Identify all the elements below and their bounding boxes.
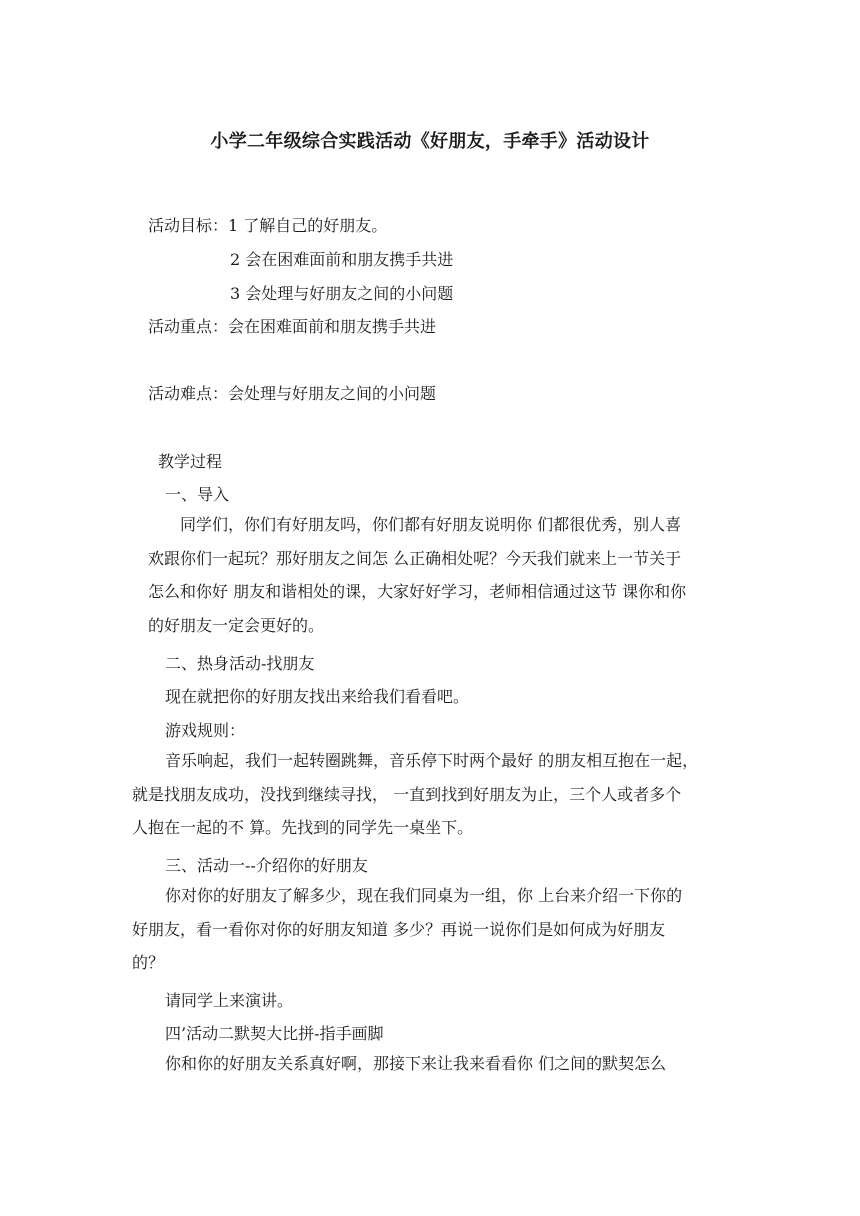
speech-text: 请同学上来演讲。 [165, 991, 294, 1010]
activity-difficulty: 活动难点：会处理与好朋友之间的小问题 [148, 384, 437, 403]
activity-1-line: 的？ [132, 953, 165, 972]
activity-1-paragraph [132, 879, 682, 980]
activity-key-point: 活动重点：会在困难面前和朋友携手共进 [148, 317, 437, 336]
rules-line: 人抱在一起的不 算。先找到的同学先一桌坐下。 [132, 818, 474, 837]
rules-line: 就是找朋友成功，没找到继续寻找， 一直到找到好朋友为止，三个人或者多个 [132, 784, 682, 804]
activity-goals-line: 活动目标：1 了解自己的好朋友。 [148, 216, 388, 235]
section-3-heading: 三、活动一--介绍你的好朋友 [165, 856, 368, 875]
document-title: 小学二年级综合实践活动《好朋友，手牵手》活动设计 [210, 131, 650, 152]
section-2-heading: 二、热身活动-找朋友 [165, 654, 315, 673]
intro-line: 怎么和你好 朋友和谐相处的课，大家好好学习，老师相信通过这节 课你和你 [148, 582, 687, 601]
section-4-heading: 四’活动二默契大比拼-指手画脚 [165, 1024, 384, 1043]
activity-goal-3: 3 会处理与好朋友之间的小问题 [230, 284, 454, 303]
activity-1-line: 你对你的好朋友了解多少，现在我们同桌为一组，你 上台来介绍一下你的 [165, 886, 683, 905]
game-rules-paragraph [132, 744, 698, 845]
activity-2-line: 你和你的好朋友关系真好啊，那接下来让我来看看你 们之间的默契怎么 [165, 1054, 667, 1073]
teaching-process-heading: 教学过程 [158, 452, 223, 471]
warmup-text: 现在就把你的好朋友找出来给我们看看吧。 [165, 687, 470, 706]
rules-line: 音乐响起，我们一起转圈跳舞，音乐停下时两个最好 的朋友相互抱在一起， [165, 751, 699, 770]
intro-paragraph [148, 508, 686, 642]
activity-2-paragraph [132, 1047, 666, 1081]
intro-line: 的好朋友一定会更好的。 [148, 615, 325, 635]
section-1-heading: 一、导入 [165, 485, 230, 504]
game-rules-label: 游戏规则： [165, 721, 246, 740]
activity-goal-2: 2 会在困难面前和朋友携手共进 [230, 250, 454, 269]
intro-line: 欢跟你们一起玩？那好朋友之间怎 么正确相处呢？今天我们就来上一节关于 [148, 548, 682, 568]
intro-line: 同学们，你们有好朋友吗，你们都有好朋友说明你 们都很优秀，别人喜 [180, 515, 682, 534]
activity-1-line: 好朋友，看一看你对你的好朋友知道 多少？再说一说你们是如何成为好朋友 [132, 919, 666, 939]
